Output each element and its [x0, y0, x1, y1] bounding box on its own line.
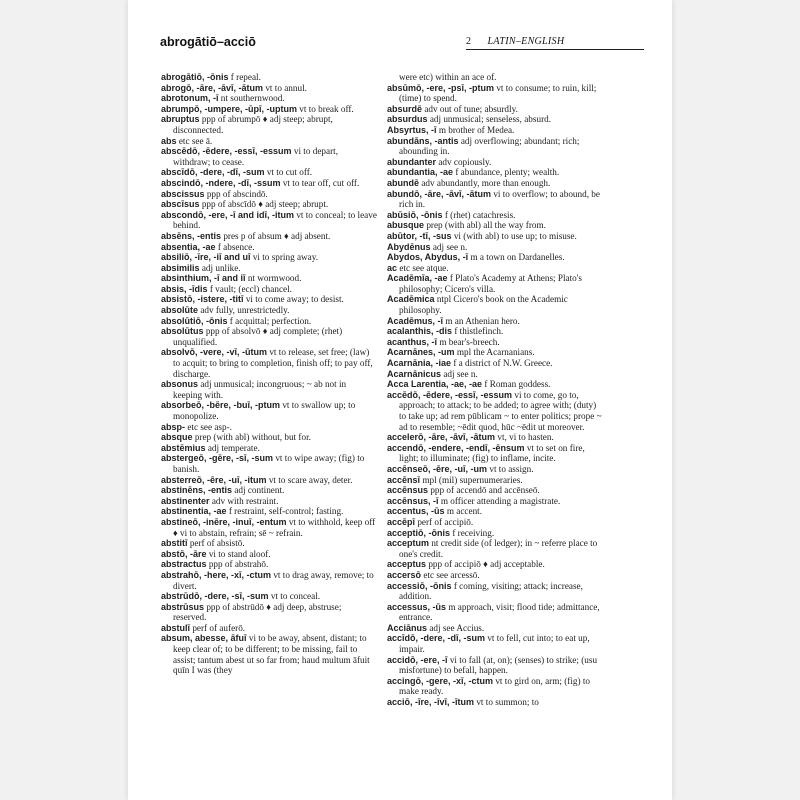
- dictionary-entry: [387, 633, 603, 654]
- entry-headword: absentia, -ae: [161, 241, 216, 252]
- entry-headword: Acarnānicus: [387, 368, 442, 379]
- entry-definition: perf of absistō.: [187, 538, 245, 549]
- entry-headword: absp-: [161, 421, 186, 432]
- entry-headword: abusque: [387, 220, 425, 231]
- entry-definition: adj unmusical; incongruous; ~ ab not in keeping with.: [173, 379, 347, 400]
- dictionary-entry: [387, 464, 603, 475]
- dictionary-entry: [387, 220, 603, 231]
- entry-headword: Acadēmus, -ī: [387, 315, 444, 326]
- entry-definition: vi to stand aloof.: [206, 548, 271, 559]
- dictionary-entry: [387, 602, 603, 623]
- entry-headword: abstineō, -inēre, -inuī, -entum: [161, 516, 287, 527]
- dictionary-entry: [387, 83, 603, 104]
- dictionary-entry: [161, 623, 377, 634]
- entry-definition: ppp of absolvō ♦ adj complete; (rhet) unqualified.: [173, 326, 343, 347]
- dictionary-entry: [161, 316, 377, 327]
- dictionary-entry: [161, 326, 377, 347]
- entry-headword: Absyrtus, -ī: [387, 124, 437, 135]
- entry-definition: adj see Accius.: [427, 622, 485, 633]
- entry-definition: vi (with abl) to use up; to misuse.: [451, 230, 577, 241]
- entry-definition: adj see n.: [430, 241, 468, 252]
- entry-headword: absonus: [161, 379, 199, 390]
- entry-headword: accēnsus, -ī: [387, 495, 439, 506]
- entry-headword: Abydos, Abydus, -ī: [387, 252, 469, 263]
- entry-definition: m approach, visit; flood tide; admittance, entrance.: [399, 601, 600, 623]
- dictionary-entry: [161, 136, 377, 147]
- entry-definition: vt to drag away, remove; to divert.: [173, 569, 374, 591]
- entry-definition: vt to withhold, keep off ♦ vi to abstain, refrain; sē ~ refrain.: [173, 516, 376, 538]
- entry-headword: absimilis: [161, 262, 200, 273]
- dictionary-entry: [387, 485, 603, 496]
- entry-definition: vt to break off.: [297, 103, 354, 114]
- header-right: [466, 36, 644, 50]
- entry-headword: accēpī: [387, 516, 416, 527]
- entry-headword: acalanthis, -dis: [387, 326, 453, 337]
- entry-headword: abscīdō, -dere, -dī, -sum: [161, 167, 265, 178]
- entry-headword: acciō, -īre, -īvī, -ītum: [387, 697, 475, 708]
- entry-headword: ac: [387, 262, 398, 273]
- entry-definition: f absence.: [215, 241, 255, 252]
- entry-headword: acceptus: [387, 559, 427, 570]
- entry-headword: accēnsī: [387, 474, 421, 485]
- entry-headword: accentus, -ūs: [387, 506, 445, 517]
- entry-headword: absolvō, -vere, -vī, -ūtum: [161, 347, 268, 358]
- entry-definition: etc see ā.: [176, 135, 213, 146]
- dictionary-entry: [387, 72, 603, 83]
- dictionary-entry: [387, 655, 603, 676]
- entry-headword: Acarnānes, -um: [387, 347, 455, 358]
- entry-headword: abs: [161, 135, 177, 146]
- entry-headword: Acciānus: [387, 622, 428, 633]
- entry-headword: accidō, -ere, -ī: [387, 654, 448, 665]
- entry-headword: abstulī: [161, 622, 191, 633]
- dictionary-entry: [387, 676, 603, 697]
- entry-definition: vt to conceal; to leave behind.: [173, 209, 377, 231]
- entry-definition: nt southernwood.: [218, 93, 285, 104]
- entry-definition: vt to tear off, cut off.: [280, 177, 360, 188]
- entry-definition: ppp of abscindō.: [204, 188, 268, 199]
- entry-definition: prep (with abl) without, but for.: [192, 432, 311, 443]
- dictionary-entry: [387, 263, 603, 274]
- dictionary-entry: [387, 581, 603, 602]
- entry-definition: vi to fall (at, on); (senses) to strike; (usu misfortune) to befall, happen.: [399, 654, 598, 676]
- entry-headword: absterreō, -ēre, -uī, -itum: [161, 474, 267, 485]
- entry-definition: adj continent.: [232, 485, 285, 496]
- left-column: [161, 72, 377, 676]
- dictionary-entry: [161, 570, 377, 591]
- entry-definition: ppp of abscīdō ♦ adj steep; abrupt.: [199, 199, 329, 210]
- entry-headword: acceptum: [387, 538, 430, 549]
- entry-headword: abscēdō, -ēdere, -essī, -essum: [161, 146, 292, 157]
- entry-headword: acanthus, -ī: [387, 336, 438, 347]
- dictionary-entry: [387, 623, 603, 634]
- entry-definition: ppp of accipiō ♦ adj acceptable.: [426, 559, 545, 570]
- dictionary-entry: [387, 337, 603, 348]
- entry-definition: vt to gird on, arm; (fig) to make ready.: [399, 675, 590, 697]
- entry-definition: f abundance, plenty; wealth.: [453, 167, 560, 178]
- entry-definition: f vault; (eccl) chancel.: [207, 283, 292, 294]
- entry-headword: abstrahō, -here, -xī, -ctum: [161, 569, 272, 580]
- dictionary-entry: [387, 136, 603, 157]
- entry-definition: vt to release, set free; (law) to acquit; to bring to completion, finish off; to pay off, discharge.: [173, 347, 373, 379]
- dictionary-entry: [161, 602, 377, 623]
- entry-headword: Acca Larentia, -ae, -ae: [387, 379, 483, 390]
- entry-definition: nt wormwood.: [245, 273, 302, 284]
- dictionary-entry: [387, 104, 603, 115]
- dictionary-entry: [387, 316, 603, 327]
- dictionary-entry: [161, 506, 377, 517]
- entry-definition: etc see atque.: [397, 262, 449, 273]
- entry-definition: etc see asp-.: [185, 421, 232, 432]
- entry-definition: f (rhet) catachresis.: [442, 209, 516, 220]
- dictionary-entry: [161, 485, 377, 496]
- dictionary-entry: [161, 104, 377, 115]
- entry-headword: abstrūsus: [161, 601, 205, 612]
- dictionary-entry: [387, 517, 603, 528]
- entry-definition: vt to set on fire, light; to illuminate; (fig) to inflame, incite.: [399, 442, 585, 464]
- entry-headword: Acadēmīa, -ae: [387, 273, 448, 284]
- entry-headword: abscissus: [161, 188, 205, 199]
- entry-definition: ppp of abstrūdō ♦ adj deep, abstruse; reserved.: [173, 601, 342, 623]
- dictionary-entry: [387, 538, 603, 559]
- entry-headword: Acarnānia, -iae: [387, 358, 452, 369]
- dictionary-entry: [387, 157, 603, 168]
- entry-definition: m brother of Medea.: [436, 124, 515, 135]
- entry-headword: abstinentia, -ae: [161, 506, 227, 517]
- entry-definition: f coming, visiting; attack; increase, addition.: [399, 580, 583, 602]
- dictionary-entry: [161, 93, 377, 104]
- entry-definition: adj temperate.: [205, 442, 260, 453]
- dictionary-entry: [161, 72, 377, 83]
- dictionary-entry: [161, 114, 377, 135]
- dictionary-entry: [387, 570, 603, 581]
- entry-definition: f Roman goddess.: [482, 379, 551, 390]
- entry-headword: accēdō, -ēdere, -essī, -essum: [387, 389, 513, 400]
- dictionary-entry: [161, 549, 377, 560]
- entry-headword: abscīsus: [161, 199, 200, 210]
- dictionary-entry: [161, 432, 377, 443]
- dictionary-entry: [387, 496, 603, 507]
- entry-definition: adj overflowing; abundant; rich; abounding in.: [399, 135, 580, 157]
- dictionary-entry: [161, 167, 377, 178]
- entry-definition: vt to wipe away; (fig) to banish.: [173, 453, 365, 474]
- entry-definition: vi to come away; to desist.: [243, 294, 344, 305]
- dictionary-entry: [387, 210, 603, 221]
- entry-definition: adj unlike.: [199, 262, 241, 273]
- entry-definition: adv out of tune; absurdly.: [422, 103, 518, 114]
- dictionary-entry: [161, 453, 377, 474]
- dictionary-entry: [387, 475, 603, 486]
- entry-headword: Acadēmica: [387, 294, 435, 305]
- entry-headword: accīdō, -dere, -dī, -sum: [387, 633, 486, 644]
- entry-headword: abscondō, -ere, -ī and idī, -itum: [161, 209, 295, 220]
- entry-definition: f thistlefinch.: [452, 326, 504, 337]
- page-header: [160, 35, 644, 55]
- dictionary-entry: [387, 178, 603, 189]
- dictionary-entry: [161, 591, 377, 602]
- dictionary-label: LATIN–ENGLISH: [487, 36, 565, 47]
- entry-definition: ppp of accendō and accēnseō.: [428, 485, 540, 496]
- entry-headword: abstinenter: [161, 495, 210, 506]
- guide-word: abrogātiō–acciō: [160, 35, 256, 49]
- entry-headword: absurdus: [387, 114, 428, 125]
- entry-definition: vt to annul.: [263, 82, 307, 93]
- entry-headword: accessiō, -ōnis: [387, 580, 452, 591]
- dictionary-entry: [387, 432, 603, 443]
- entry-definition: etc see arcessō.: [421, 569, 480, 580]
- dictionary-entry: [161, 496, 377, 507]
- entry-headword: accendō, -endere, -endī, -ēnsum: [387, 442, 525, 453]
- entry-headword: accelerō, -āre, -āvī, -ātum: [387, 432, 496, 443]
- entry-headword: abstinēns, -entis: [161, 485, 233, 496]
- dictionary-page: [128, 0, 672, 800]
- entry-definition: vi to spring away.: [250, 252, 319, 263]
- entry-headword: absiliō, -īre, -iī and uī: [161, 252, 251, 263]
- entry-definition: adv copiously.: [436, 156, 492, 167]
- dictionary-entry: [387, 506, 603, 517]
- entry-definition: vt to summon; to: [474, 697, 539, 708]
- entry-headword: absurdē: [387, 103, 423, 114]
- dictionary-entry: [387, 114, 603, 125]
- entry-headword: abundāns, -antis: [387, 135, 459, 146]
- dictionary-entry: [387, 379, 603, 390]
- entry-headword: absistō, -istere, -titī: [161, 294, 244, 305]
- entry-headword: abstēmius: [161, 442, 206, 453]
- dictionary-entry: [387, 528, 603, 539]
- dictionary-entry: [387, 167, 603, 178]
- entry-definition: vt to consume; to ruin, kill; (time) to spend.: [399, 82, 597, 104]
- entry-definition: m an Athenian hero.: [443, 315, 520, 326]
- entry-headword: abstō, -āre: [161, 548, 207, 559]
- dictionary-entry: [161, 199, 377, 210]
- entry-headword: abrumpō, -umpere, -ūpī, -uptum: [161, 103, 297, 114]
- dictionary-entry: [161, 210, 377, 231]
- entry-headword: abundō, -āre, -āvī, -ātum: [387, 188, 492, 199]
- entry-definition: vi to depart, withdraw; to cease.: [173, 146, 338, 167]
- entry-definition: adv abundantly, more than enough.: [419, 177, 551, 188]
- dictionary-entry: [161, 475, 377, 486]
- entry-headword: abstrūdō, -dere, -sī, -sum: [161, 591, 269, 602]
- entry-definition: vt to scare away, deter.: [266, 474, 353, 485]
- right-column: [387, 72, 603, 708]
- entry-headword: abstitī: [161, 538, 188, 549]
- entry-headword: absolūtiō, -ōnis: [161, 315, 228, 326]
- entry-headword: accēnseō, -ēre, -uī, -um: [387, 463, 488, 474]
- entry-definition: perf of accipiō.: [415, 516, 474, 527]
- dictionary-entry: [387, 443, 603, 464]
- entry-definition: m bear's-breech.: [437, 336, 500, 347]
- dictionary-entry: [161, 305, 377, 316]
- dictionary-entry: [387, 189, 603, 210]
- dictionary-entry: [161, 559, 377, 570]
- dictionary-entry: [161, 538, 377, 549]
- dictionary-entry: [387, 294, 603, 315]
- entry-headword: abundantia, -ae: [387, 167, 454, 178]
- entry-headword: absūmō, -ere, -psī, -ptum: [387, 82, 495, 93]
- entry-definition: vi to come, go to, approach; to attack; to be added; to agree with; (duty) to take up; ad rem pūblicam ~ to enter politics; prope ~ ad to resemble; ~ēdit quod, hūc ~ēdit ut moreover.: [399, 389, 602, 432]
- entry-definition: m a town on Dardanelles.: [468, 252, 565, 263]
- entry-headword: abstractus: [161, 559, 207, 570]
- entry-headword: abrotonum, -ī: [161, 93, 219, 104]
- entry-definition: f receiving.: [450, 527, 495, 538]
- dictionary-entry: [161, 422, 377, 433]
- entry-definition: f acquittal; perfection.: [227, 315, 312, 326]
- dictionary-entry: [387, 125, 603, 136]
- entry-definition: m officer attending a magistrate.: [438, 495, 561, 506]
- entry-headword: absēns, -entis: [161, 230, 222, 241]
- entry-definition: ntpl Cicero's book on the Academic philosophy.: [399, 294, 568, 316]
- dictionary-entry: [161, 400, 377, 421]
- entry-definition: f a district of N.W. Greece.: [451, 358, 553, 369]
- entry-headword: absolūte: [161, 305, 199, 316]
- entry-definition: adv with restraint.: [209, 495, 279, 506]
- dictionary-entry: [161, 242, 377, 253]
- dictionary-entry: [387, 252, 603, 263]
- entry-headword: absis, -īdis: [161, 283, 208, 294]
- entry-definition: m accent.: [444, 506, 483, 517]
- entry-definition: vi to be away, absent, distant; to keep clear of; to be different; to be missing, fail to assist; tantum abest ut so far from; haud multum āfuit quīn I was (they: [173, 633, 370, 676]
- entry-definition: vt to assign.: [487, 463, 534, 474]
- entry-definition: mpl the Acarnanians.: [454, 347, 535, 358]
- dictionary-entry: [387, 390, 603, 432]
- dictionary-entry: [387, 697, 603, 708]
- entry-definition: vt to cut off.: [264, 167, 313, 178]
- entry-headword: accessus, -ūs: [387, 601, 447, 612]
- dictionary-entry: [387, 559, 603, 570]
- entry-definition: perf of auferō.: [190, 622, 246, 633]
- entry-definition: adj unmusical; senseless, absurd.: [427, 114, 552, 125]
- dictionary-entry: [161, 294, 377, 305]
- entry-definition: nt credit side (of ledger); in ~ referre place to one's credit.: [399, 538, 598, 559]
- dictionary-entry: [161, 273, 377, 284]
- page-number: 2: [466, 36, 471, 47]
- entry-headword: absorbeō, -bēre, -buī, -ptum: [161, 400, 281, 411]
- entry-headword: abūsiō, -ōnis: [387, 209, 443, 220]
- dictionary-entry: [161, 146, 377, 167]
- dictionary-entry: [161, 189, 377, 200]
- entry-headword: absque: [161, 432, 193, 443]
- dictionary-entry: [387, 242, 603, 253]
- dictionary-entry: [161, 252, 377, 263]
- entry-definition: f restraint, self-control; fasting.: [226, 506, 344, 517]
- dictionary-entry: [161, 263, 377, 274]
- entry-headword: accēnsus: [387, 485, 429, 496]
- entry-definition: pres p of absum ♦ adj absent.: [221, 230, 331, 241]
- entry-definition: ppp of abstrahō.: [206, 559, 269, 570]
- dictionary-entry: [387, 273, 603, 294]
- entry-definition: mpl (mil) supernumeraries.: [420, 474, 523, 485]
- dictionary-entry: [161, 633, 377, 675]
- dictionary-entry: [161, 517, 377, 538]
- dictionary-entry: [161, 443, 377, 454]
- entry-definition: f repeal.: [228, 72, 261, 82]
- entry-definition: were etc) within an ace of.: [399, 72, 497, 82]
- dictionary-entry: [161, 347, 377, 379]
- entry-headword: Abydēnus: [387, 241, 431, 252]
- entry-definition: adv fully, unrestrictedly.: [198, 305, 290, 316]
- dictionary-entry: [161, 178, 377, 189]
- dictionary-entry: [161, 284, 377, 295]
- entry-headword: absolūtus: [161, 326, 204, 337]
- entry-definition: ppp of abrumpō ♦ adj steep; abrupt, disconnected.: [173, 114, 333, 135]
- dictionary-entry: [161, 379, 377, 400]
- dictionary-entry: [387, 369, 603, 380]
- entry-definition: vt to swallow up; to monopolize.: [173, 400, 356, 421]
- entry-definition: prep (with abl) all the way from.: [424, 220, 546, 231]
- dictionary-entry: [161, 83, 377, 94]
- dictionary-entry: [387, 326, 603, 337]
- entry-headword: abūtor, -tī, -sus: [387, 230, 452, 241]
- entry-headword: abscindō, -ndere, -dī, -ssum: [161, 177, 281, 188]
- entry-headword: accingō, -gere, -xī, -ctum: [387, 675, 494, 686]
- entry-definition: vt to fell, cut into; to eat up, impair.: [399, 633, 590, 655]
- dictionary-entry: [161, 231, 377, 242]
- entry-definition: vt to conceal.: [268, 591, 321, 602]
- dictionary-entry: [387, 231, 603, 242]
- entry-headword: absum, abesse, āfuī: [161, 633, 247, 644]
- entry-headword: abundē: [387, 177, 420, 188]
- entry-headword: accersō: [387, 569, 422, 580]
- entry-headword: abrogō, -āre, -āvī, -ātum: [161, 82, 264, 93]
- entry-definition: vt, vi to hasten.: [495, 432, 554, 443]
- entry-headword: abruptus: [161, 114, 200, 125]
- entry-headword: acceptiō, -ōnis: [387, 527, 451, 538]
- entry-definition: adj see n.: [441, 368, 478, 379]
- entry-definition: vi to overflow; to abound, be rich in.: [399, 188, 600, 210]
- entry-definition: f Plato's Academy at Athens; Plato's philosophy; Cicero's villa.: [399, 273, 583, 294]
- entry-headword: abrogātiō, -ōnis: [161, 72, 229, 82]
- entry-headword: abstergeō, -gēre, -sī, -sum: [161, 453, 274, 464]
- entry-headword: absinthium, -ī and iī: [161, 273, 246, 284]
- entry-headword: abundanter: [387, 156, 437, 167]
- dictionary-entry: [387, 358, 603, 369]
- dictionary-entry: [387, 347, 603, 358]
